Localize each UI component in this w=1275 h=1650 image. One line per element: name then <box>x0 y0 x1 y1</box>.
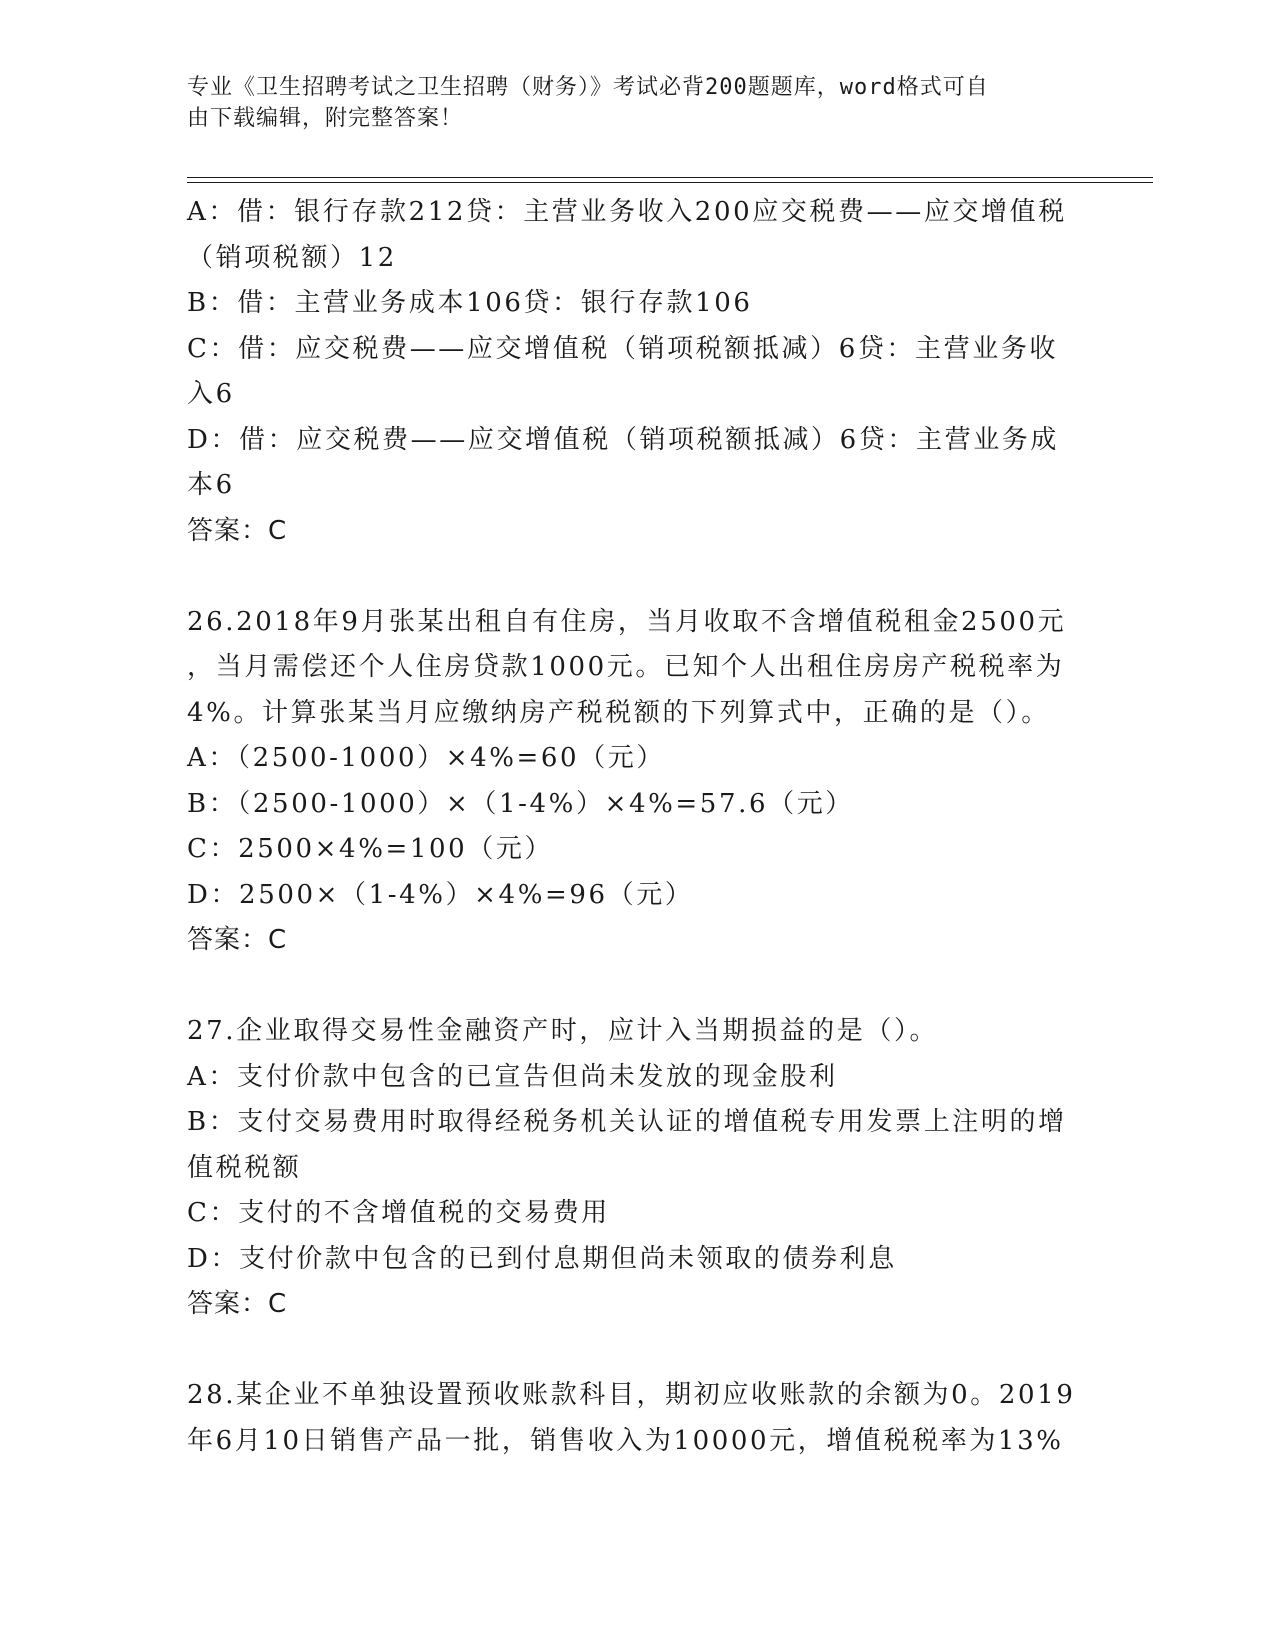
spacer <box>187 554 1072 600</box>
option-b: B：借：主营业务成本106贷：银行存款106 <box>187 288 753 318</box>
option-b: B：（2500-1000）×（1-4%）×4%=57.6（元） <box>187 788 854 819</box>
option-a-line-2: （销项税额）12 <box>187 242 397 273</box>
question-stem-line-1: 28.某企业不单独设置预收账款科目，期初应收账款的余额为0。2019 <box>187 1380 1076 1410</box>
option-c: C：支付的不含增值税的交易费用 <box>187 1198 610 1228</box>
question-stem-line-3: 4%。计算张某当月应缴纳房产税税额的下列算式中，正确的是（）。 <box>187 697 1050 728</box>
option-a: A：（2500-1000）×4%=60（元） <box>187 743 665 773</box>
header-divider-bottom <box>187 182 1153 183</box>
header-line-2: 由下载编辑，附完整答案！ <box>187 106 464 131</box>
question-25 <box>187 190 1072 554</box>
option-d-line-2: 本6 <box>187 470 235 500</box>
spacer <box>187 1328 1072 1374</box>
option-c-line-2: 入6 <box>187 379 235 409</box>
question-27 <box>187 1009 1072 1328</box>
question-26 <box>187 600 1072 964</box>
option-d: D：支付价款中包含的已到付息期但尚未领取的债券利息 <box>187 1243 897 1274</box>
option-b-line-2: 值税税额 <box>187 1152 302 1183</box>
option-d-line-1: D：借：应交税费——应交增值税（销项税额抵减）6贷：主营业务成 <box>187 424 1059 455</box>
spacer <box>187 964 1072 1010</box>
answer: 答案：C <box>187 515 288 546</box>
question-list <box>187 190 1076 1464</box>
question-28 <box>187 1373 1076 1464</box>
option-a-line-1: A：借：银行存款212贷：主营业务收入200应交税费——应交增值税 <box>187 197 1067 227</box>
option-b-line-1: B：支付交易费用时取得经税务机关认证的增值税专用发票上注明的增 <box>187 1107 1067 1137</box>
option-c-line-1: C：借：应交税费——应交增值税（销项税额抵减）6贷：主营业务收 <box>187 333 1059 364</box>
option-c: C：2500×4%=100（元） <box>187 834 554 864</box>
question-stem-line-1: 26.2018年9月张某出租自有住房，当月收取不含增值税租金2500元 <box>187 606 1067 637</box>
header-divider-top <box>187 177 1153 178</box>
question-stem-line-2: ，当月需偿还个人住房贷款1000元。已知个人出租住房房产税税率为 <box>187 652 1065 682</box>
option-d: D：2500×（1-4%）×4%=96（元） <box>187 879 694 910</box>
answer: 答案：C <box>187 925 288 955</box>
document-header <box>187 72 1067 134</box>
header-line-1: 专业《卫生招聘考试之卫生招聘（财务）》考试必背200题题库，word格式可自 <box>187 75 989 100</box>
question-stem: 27.企业取得交易性金融资产时，应计入当期损益的是（）。 <box>187 1016 939 1046</box>
question-stem-line-2: 年6月10日销售产品一批，销售收入为10000元，增值税税率为13% <box>187 1425 1064 1456</box>
option-a: A：支付价款中包含的已宣告但尚未发放的现金股利 <box>187 1061 838 1092</box>
answer: 答案：C <box>187 1289 288 1319</box>
